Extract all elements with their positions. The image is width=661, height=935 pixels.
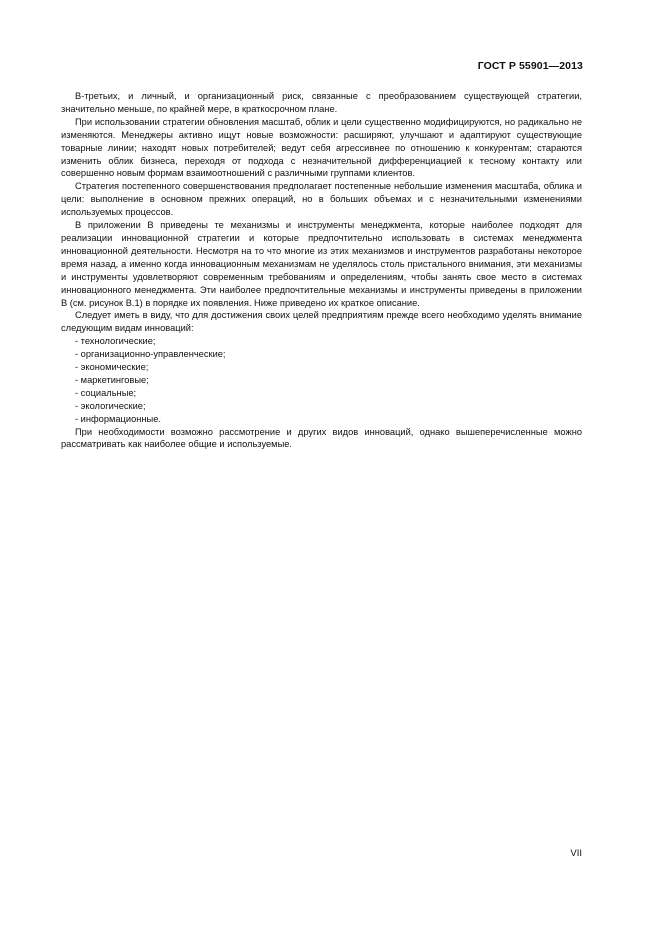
page-body — [61, 90, 582, 451]
paragraph-appendix-mechanisms: В приложении В приведены те механизмы и инструменты менеджмента, которые наиболее подходят для реализации инновационной стратегии и которые предпочтительно использовать в системах менеджмента инновационной деятельности. Несмотря на то что многие из этих механизмов и инструментов разработаны некоторое время назад, а именно когда инновационным механизмам не уделялось столь пристального внимания, эти механизмы и инструменты удовлетворяют современным требованиям и определениям, чтобы занять свое место в системах инновационного менеджмента. Эти наиболее предпочтительные механизмы и инструменты приведены в приложении В (см. рисунок В.1) в порядке их появления. Ниже приведено их краткое описание. — [61, 220, 582, 308]
innovation-types-list — [61, 335, 582, 425]
list-item: - информационные. — [75, 413, 161, 424]
paragraph-innovation-types-intro: Следует иметь в виду, что для достижения своих целей предприятиям прежде всего необходимо уделять внимание следующим видам инноваций: — [61, 310, 582, 334]
paragraph-risk: В-третьих, и личный, и организационный риск, связанные с преобразованием существующей стратегии, значительно меньше, по крайней мере, в краткосрочном плане. — [61, 91, 582, 114]
list-item: - экологические; — [75, 400, 146, 411]
list-item: - маркетинговые; — [75, 374, 149, 385]
document-code-header: ГОСТ Р 55901—2013 — [477, 60, 583, 72]
list-item: - социальные; — [75, 387, 137, 398]
paragraph-renewal-strategy: При использовании стратегии обновления масштаб, облик и цели существенно модифицируются, но радикально не изменяются. Менеджеры активно ищут новые возможности: расширяют, улучшают и адаптируют существующие товарные линии; находят новых потребителей; ведут себя агрессивнее по отношению к конкурентам; стараются изменить облик бизнеса, переходя от подхода с незначительной дифференциацией к тесному контакту или совершенно новым формам взаимоотношений с различными группами клиентов. — [61, 116, 582, 179]
list-item: - экономические; — [75, 362, 149, 373]
paragraph-closing: При необходимости возможно рассмотрение и других видов инноваций, однако вышеперечисленные можно рассматривать как наиболее общие и используемые. — [61, 426, 582, 450]
page-number: VII — [570, 848, 582, 859]
list-item: - технологические; — [75, 336, 156, 347]
paragraph-gradual-improvement: Стратегия постепенного совершенствования предполагает постепенные небольшие изменения масштаба, облика и цели: выполнение в основном прежних операций, но в больших объемах и с незначительными изменениями используемых процессов. — [61, 181, 582, 218]
list-item: - организационно-управленческие; — [75, 349, 226, 360]
